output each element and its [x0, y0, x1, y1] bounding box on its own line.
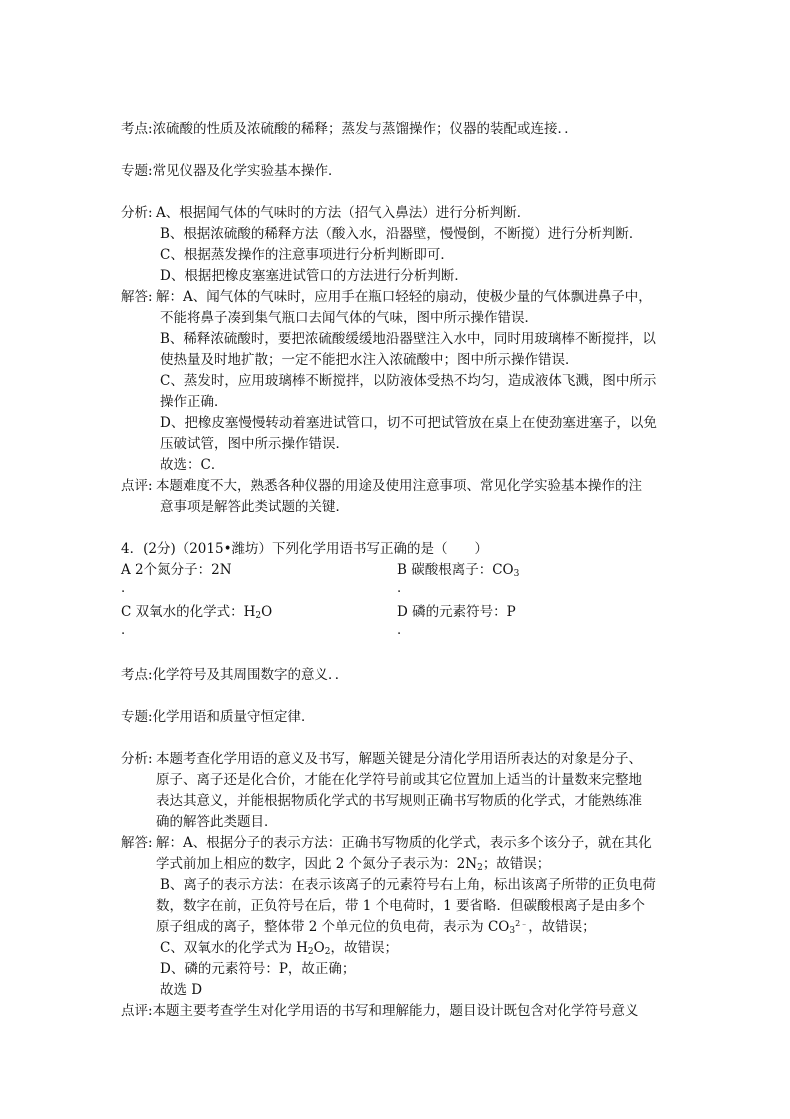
q3-dianping-line: 本题难度不大，熟悉各种仪器的用途及使用注意事项、常见化学实验基本操作的注 — [156, 478, 642, 494]
q4-fenxi-label: 分析: — [121, 751, 153, 767]
text-run: ；故错误； — [482, 856, 551, 872]
q3-jieda-line: C、蒸发时，应用玻璃棒不断搅拌，以防液体受热不均匀，造成液体飞溅，图中所示 — [160, 373, 657, 389]
text-run: O — [313, 940, 325, 956]
q4-stem: 4．(2分)（2015•潍坊）下列化学用语书写正确的是（ ） — [121, 541, 489, 557]
q3-dianping-label: 点评: — [121, 478, 153, 494]
option-letter: B — [397, 562, 407, 578]
q3-zhuanti — [121, 162, 342, 180]
q3-jieda-line: 操作正确． — [160, 394, 228, 410]
q3-fenxi-line: A、根据闻气体的气味时的方法（招气入鼻法）进行分析判断． — [156, 205, 531, 221]
option-dot: . — [397, 623, 402, 638]
option-text: 磷的元素符号：P — [412, 604, 516, 620]
q3-fenxi-line: C、根据蒸发操作的注意事项进行分析判断即可． — [160, 247, 454, 263]
q4-jieda-label: 解答: — [121, 835, 153, 851]
subscript: 2 — [324, 947, 331, 957]
subscript: 2 — [477, 863, 483, 873]
q3-kaodian — [121, 120, 578, 138]
q4-jieda-line: 故选 D — [160, 982, 203, 998]
text-run: ，故错误； — [528, 919, 596, 935]
text-run: ，故错误； — [330, 940, 398, 956]
q3-fenxi-line: B、根据浓硫酸的稀释方法（酸入水，沿器壁，慢慢倒，不断搅）进行分析判断． — [160, 226, 643, 242]
kaodian-text: 化学符号及其周围数字的意义．． — [152, 667, 349, 683]
zhuanti-label: 专题: — [121, 163, 153, 179]
q3-fenxi-label: 分析: — [121, 205, 153, 221]
q4-fenxi-line: 本题考查化学用语的意义及书写，解题关键是分清化学用语所表达的对象是分子、 — [156, 751, 642, 767]
q4-jieda-line: 数，数字在前，正负符号在后，带 1 个电荷时，1 要省略．但碳酸根离子是由多个 — [156, 898, 646, 914]
q4-jieda-line — [156, 918, 596, 936]
option-letter: D — [397, 604, 408, 620]
q3-jieda-line: 解：A、闻气体的气味时，应用手在瓶口轻轻的扇动，使极少量的气体飘进鼻子中， — [156, 289, 652, 305]
q4-fenxi-line: 确的解答此类题目． — [156, 814, 278, 830]
option-text: 双氧水的化学式：H — [135, 604, 256, 620]
option-dot: . — [121, 581, 126, 596]
q4-option-d — [397, 603, 516, 621]
q4-option-c — [121, 603, 272, 621]
q4-zhuanti — [121, 708, 315, 726]
q3-jieda-label: 解答: — [121, 289, 153, 305]
zhuanti-text: 化学用语和质量守恒定律． — [152, 709, 315, 725]
option-letter: C — [121, 604, 132, 620]
q4-jieda-line: B、离子的表示方法：在表示该离子的元素符号右上角，标出该离子所带的正负电荷 — [160, 877, 656, 893]
q3-dianping-line: 意事项是解答此类试题的关键． — [160, 499, 349, 515]
q4-jieda-line — [160, 939, 398, 957]
q3-jieda-line: 压破试管，图中所示操作错误． — [160, 436, 349, 452]
zhuanti-label: 专题: — [121, 709, 153, 725]
q4-fenxi-line: 表达其意义，并能根据物质化学式的书写规则正确书写物质的化学式，才能熟练准 — [156, 793, 642, 809]
q3-jieda-line: D、把橡皮塞慢慢转动着塞进试管口，切不可把试管放在桌上在使劲塞进塞子，以免 — [160, 415, 657, 431]
dianping-label: 点评: — [121, 1003, 153, 1019]
q3-jieda-line: 使热量及时地扩散；一定不能把水注入浓硫酸中；图中所示操作错误． — [160, 352, 579, 368]
q3-jieda-line: B、稀释浓硫酸时，要把浓硫酸缓缓地沿器壁注入水中，同时用玻璃棒不断搅拌，以 — [160, 331, 656, 347]
q4-dianping — [121, 1002, 639, 1020]
subscript: 2 — [307, 947, 314, 957]
zhuanti-text: 常见仪器及化学实验基本操作． — [152, 163, 342, 179]
option-text: 2个氮分子：2N — [135, 562, 232, 578]
option-letter: A — [121, 562, 131, 578]
kaodian-label: 考点: — [121, 121, 153, 137]
q4-jieda-line: D、磷的元素符号：P，故正确； — [160, 961, 356, 977]
text-run: C、双氧水的化学式为 H — [160, 940, 308, 956]
superscript: 2﹣ — [515, 919, 529, 928]
subscript: 3 — [509, 926, 516, 936]
option-dot: . — [121, 623, 126, 638]
option-text-tail: O — [261, 604, 273, 620]
q3-fenxi-line: D、根据把橡皮塞塞进试管口的方法进行分析判断． — [160, 268, 468, 284]
subscript: 3 — [513, 569, 520, 579]
q4-option-a — [121, 561, 232, 579]
q4-jieda-line — [156, 855, 550, 873]
subscript: 2 — [255, 611, 262, 621]
q4-kaodian — [121, 666, 348, 684]
text-run: 原子组成的离子，整体带 2 个单元位的负电荷，表示为 CO — [156, 919, 510, 935]
dianping-text: 本题主要考查学生对化学用语的书写和理解能力，题目设计既包含对化学符号意义 — [152, 1003, 639, 1019]
text-run: 学式前加上相应的数字，因此 2 个氮分子表示为：2N — [156, 856, 478, 872]
option-dot: . — [397, 581, 402, 596]
q3-jieda-line: 故选：C． — [160, 457, 225, 473]
q4-fenxi-line: 原子、离子还是化合价，才能在化学符号前或其它位置加上适当的计量数来完整地 — [156, 772, 642, 788]
q4-option-b — [397, 561, 519, 579]
option-text: 碳酸根离子：CO — [411, 562, 514, 578]
q3-jieda-line: 不能将鼻子凑到集气瓶口去闻气体的气味，图中所示操作错误． — [160, 310, 538, 326]
kaodian-text: 浓硫酸的性质及浓硫酸的稀释；蒸发与蒸馏操作；仪器的装配或连接．． — [152, 121, 578, 137]
q4-jieda-line: 解：A、根据分子的表示方法：正确书写物质的化学式，表示多个该分子，就在其化 — [156, 835, 652, 851]
kaodian-label: 考点: — [121, 667, 153, 683]
